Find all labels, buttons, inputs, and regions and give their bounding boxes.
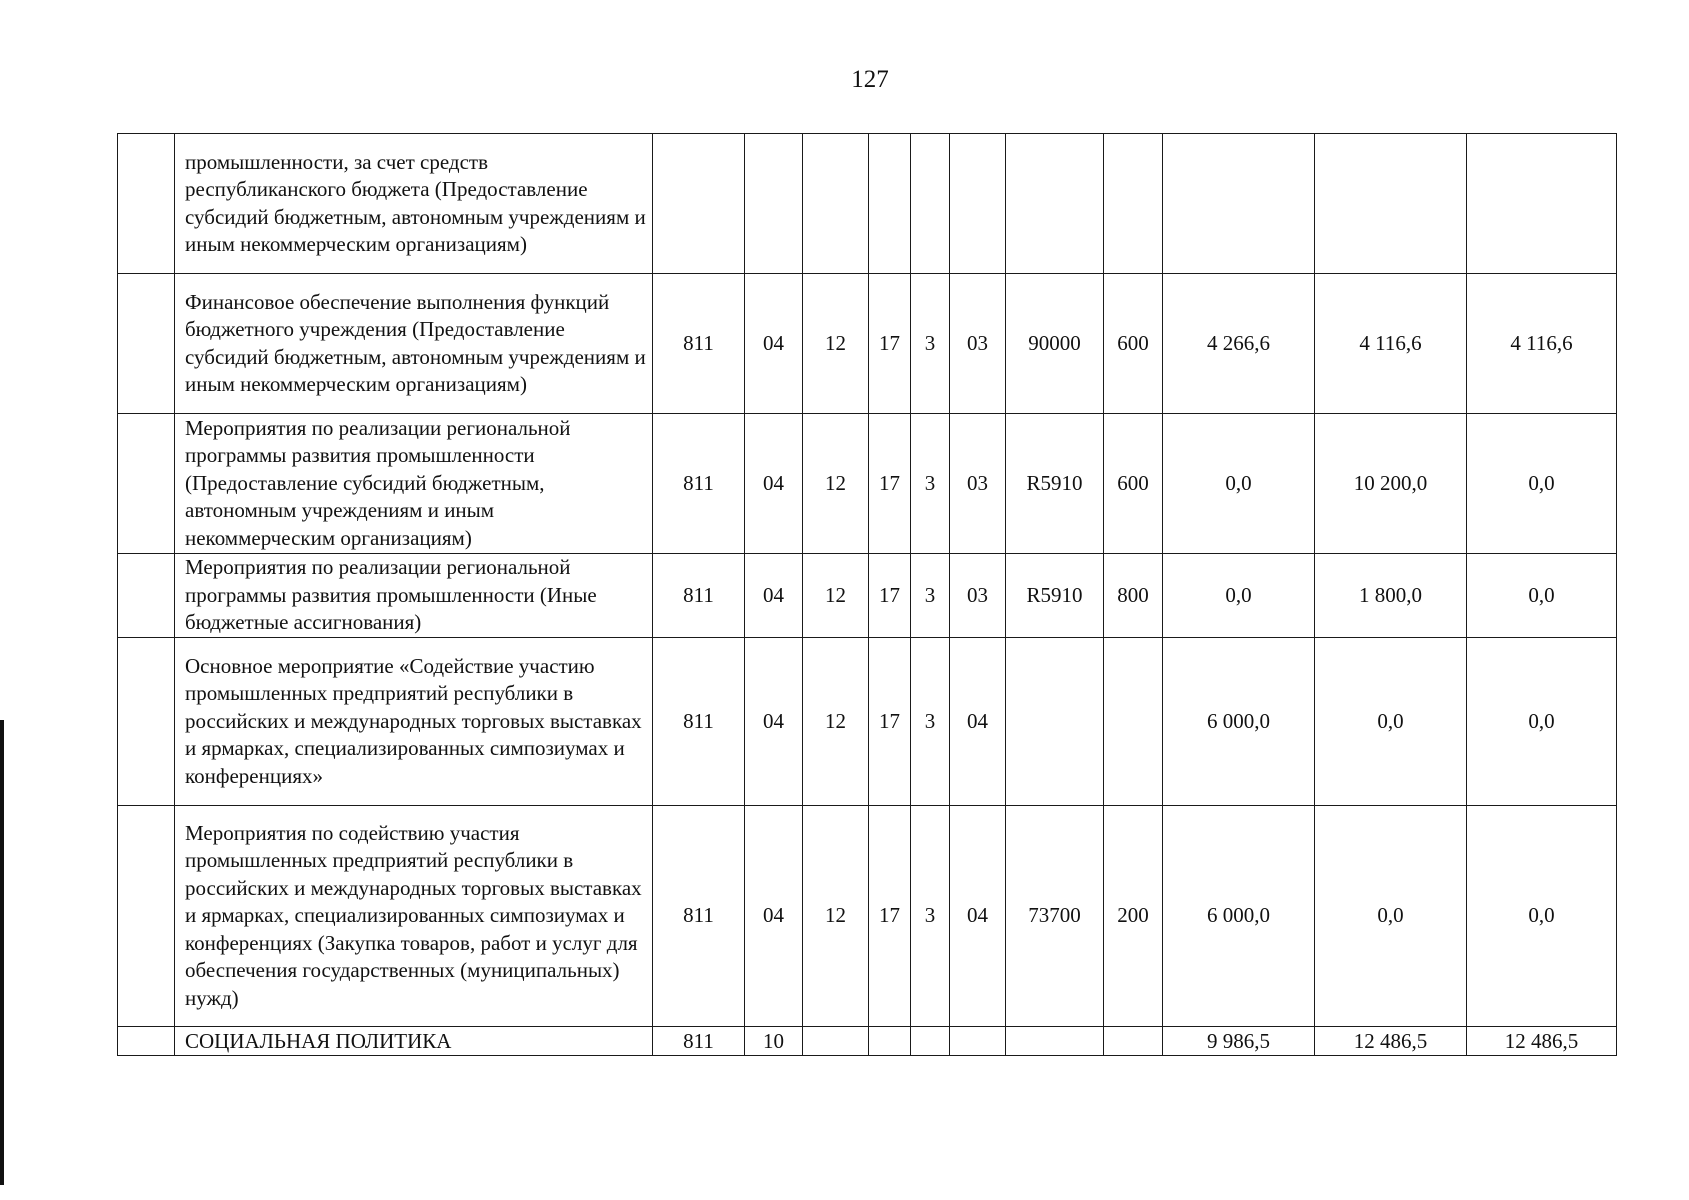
- sum-year2-cell: 10 200,0: [1315, 414, 1467, 554]
- vr-cell: [1104, 1027, 1163, 1056]
- index-cell: [118, 134, 175, 274]
- cs-subprogram-cell: 3: [911, 806, 950, 1027]
- index-cell: [118, 414, 175, 554]
- cs-event-cell: 03: [950, 554, 1006, 638]
- cs-subprogram-cell: 3: [911, 554, 950, 638]
- ved-cell: 811: [653, 274, 745, 414]
- cs-program-cell: [869, 134, 911, 274]
- cs-subprogram-cell: [911, 134, 950, 274]
- ved-cell: 811: [653, 414, 745, 554]
- cs-subprogram-cell: 3: [911, 274, 950, 414]
- index-cell: [118, 1027, 175, 1056]
- description-cell: промышленности, за счет средств республиканского бюджета (Предоставление субсидий бюджетным, автономным учреждениям и иным некоммерческим организациям): [175, 134, 653, 274]
- sum-year3-cell: [1467, 134, 1617, 274]
- table-row: [118, 134, 1617, 274]
- cs-direction-cell: 90000: [1006, 274, 1104, 414]
- cs-event-cell: 03: [950, 274, 1006, 414]
- cs-direction-cell: [1006, 134, 1104, 274]
- cs-direction-cell: R5910: [1006, 554, 1104, 638]
- ved-cell: [653, 134, 745, 274]
- rz-cell: 04: [745, 806, 803, 1027]
- table-row: [118, 554, 1617, 638]
- cs-event-cell: 04: [950, 638, 1006, 806]
- rz-cell: 04: [745, 554, 803, 638]
- section-title-cell: СОЦИАЛЬНАЯ ПОЛИТИКА: [175, 1027, 653, 1056]
- cs-direction-cell: [1006, 1027, 1104, 1056]
- description-cell: Мероприятия по содействию участия промышленных предприятий республики в российских и международных торговых выставках и ярмарках, специализированных симпозиумах и конференциях (Закупка товаров, работ и услуг для обеспечения государственных (муниципальных) нужд): [175, 806, 653, 1027]
- ved-cell: 811: [653, 806, 745, 1027]
- index-cell: [118, 554, 175, 638]
- sum-year1-cell: 4 266,6: [1163, 274, 1315, 414]
- vr-cell: 200: [1104, 806, 1163, 1027]
- sum-year3-cell: 0,0: [1467, 414, 1617, 554]
- cs-program-cell: [869, 1027, 911, 1056]
- cs-direction-cell: R5910: [1006, 414, 1104, 554]
- cs-direction-cell: 73700: [1006, 806, 1104, 1027]
- sum-year1-cell: 9 986,5: [1163, 1027, 1315, 1056]
- sum-year1-cell: [1163, 134, 1315, 274]
- cs-program-cell: 17: [869, 806, 911, 1027]
- cs-program-cell: 17: [869, 554, 911, 638]
- description-cell: Мероприятия по реализации региональной программы развития промышленности (Иные бюджетные ассигнования): [175, 554, 653, 638]
- pr-cell: [803, 134, 869, 274]
- sum-year3-cell: 4 116,6: [1467, 274, 1617, 414]
- index-cell: [118, 638, 175, 806]
- index-cell: [118, 274, 175, 414]
- pr-cell: 12: [803, 274, 869, 414]
- table-row: [118, 638, 1617, 806]
- pr-cell: 12: [803, 554, 869, 638]
- description-cell: Основное мероприятие «Содействие участию промышленных предприятий республики в российских и международных торговых выставках и ярмарках, специализированных симпозиумах и конференциях»: [175, 638, 653, 806]
- rz-cell: 10: [745, 1027, 803, 1056]
- pr-cell: 12: [803, 806, 869, 1027]
- sum-year1-cell: 6 000,0: [1163, 638, 1315, 806]
- pr-cell: 12: [803, 414, 869, 554]
- vr-cell: [1104, 134, 1163, 274]
- sum-year2-cell: 1 800,0: [1315, 554, 1467, 638]
- sum-year2-cell: [1315, 134, 1467, 274]
- cs-program-cell: 17: [869, 414, 911, 554]
- sum-year3-cell: 0,0: [1467, 638, 1617, 806]
- budget-table: [117, 133, 1617, 1056]
- cs-subprogram-cell: [911, 1027, 950, 1056]
- description-cell: Финансовое обеспечение выполнения функций бюджетного учреждения (Предоставление субсидий бюджетным, автономным учреждениям и иным некоммерческим организациям): [175, 274, 653, 414]
- table-row: [118, 806, 1617, 1027]
- rz-cell: 04: [745, 414, 803, 554]
- table-row: [118, 274, 1617, 414]
- cs-program-cell: 17: [869, 638, 911, 806]
- sum-year1-cell: 0,0: [1163, 414, 1315, 554]
- cs-direction-cell: [1006, 638, 1104, 806]
- vr-cell: [1104, 638, 1163, 806]
- sum-year2-cell: 0,0: [1315, 806, 1467, 1027]
- sum-year2-cell: 4 116,6: [1315, 274, 1467, 414]
- sum-year2-cell: 0,0: [1315, 638, 1467, 806]
- sum-year1-cell: 0,0: [1163, 554, 1315, 638]
- cs-program-cell: 17: [869, 274, 911, 414]
- scan-edge-line: [0, 720, 4, 1185]
- rz-cell: 04: [745, 274, 803, 414]
- cs-event-cell: [950, 1027, 1006, 1056]
- cs-event-cell: 04: [950, 806, 1006, 1027]
- sum-year2-cell: 12 486,5: [1315, 1027, 1467, 1056]
- cs-event-cell: [950, 134, 1006, 274]
- ved-cell: 811: [653, 554, 745, 638]
- vr-cell: 600: [1104, 274, 1163, 414]
- page-number: 127: [851, 66, 889, 93]
- vr-cell: 800: [1104, 554, 1163, 638]
- description-cell: Мероприятия по реализации региональной программы развития промышленности (Предоставление субсидий бюджетным, автономным учреждениям и иным некоммерческим организациям): [175, 414, 653, 554]
- sum-year1-cell: 6 000,0: [1163, 806, 1315, 1027]
- sum-year3-cell: 0,0: [1467, 806, 1617, 1027]
- ved-cell: 811: [653, 1027, 745, 1056]
- ved-cell: 811: [653, 638, 745, 806]
- cs-event-cell: 03: [950, 414, 1006, 554]
- cs-subprogram-cell: 3: [911, 414, 950, 554]
- table-row: [118, 414, 1617, 554]
- pr-cell: [803, 1027, 869, 1056]
- rz-cell: [745, 134, 803, 274]
- index-cell: [118, 806, 175, 1027]
- table-row: [118, 1027, 1617, 1056]
- vr-cell: 600: [1104, 414, 1163, 554]
- pr-cell: 12: [803, 638, 869, 806]
- sum-year3-cell: 0,0: [1467, 554, 1617, 638]
- rz-cell: 04: [745, 638, 803, 806]
- cs-subprogram-cell: 3: [911, 638, 950, 806]
- sum-year3-cell: 12 486,5: [1467, 1027, 1617, 1056]
